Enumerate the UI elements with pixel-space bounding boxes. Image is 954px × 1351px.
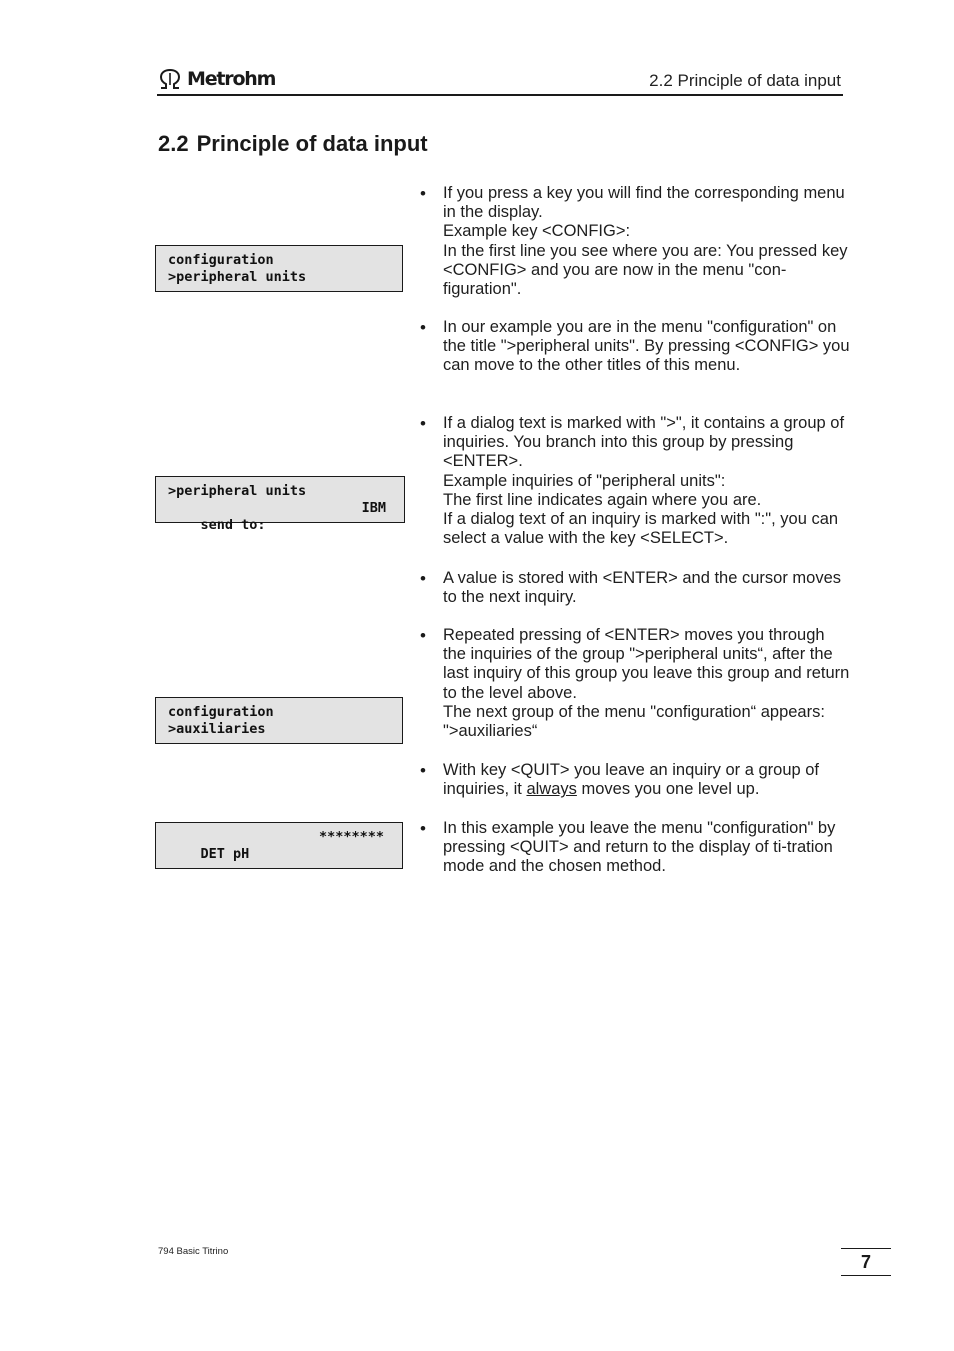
bullet-text: Example inquiries of "peripheral units":: [443, 471, 726, 490]
bullet-text: Repeated pressing of <ENTER> moves you through the inquiries of the group ">peripheral units“, after the last inquiry of this group you leave this group and return to the level above.: [443, 626, 850, 702]
bullet-text: If a dialog text is marked with ">", it contains a group of inquiries. You branch into this group by pressing <ENTER>.: [443, 414, 845, 471]
bullet-text: If you press a key you will find the corresponding menu in the display.: [443, 184, 845, 222]
display-det-ph: [155, 822, 403, 869]
bullet-text: With key <QUIT> you leave an inquiry or a group of inquiries, it always moves you one level up.: [443, 761, 820, 799]
bullet-text: The first line indicates again where you are.: [443, 490, 762, 509]
list-item: [420, 184, 850, 299]
footer-product-name: 794 Basic Titrino: [158, 1246, 229, 1257]
bullet-icon: •: [420, 569, 426, 588]
bullet-text: In this example you leave the menu "configuration" by pressing <QUIT> and return to the display of ti-tration mode and the chosen method.: [443, 819, 836, 876]
display-peripheral-send-to: [155, 476, 405, 533]
display-line-1: >peripheral units: [168, 483, 307, 499]
bullet-icon: •: [420, 184, 426, 203]
display-line-1: configuration: [168, 252, 274, 268]
display-config-auxiliaries: [155, 697, 403, 744]
list-item: [420, 414, 850, 548]
bullet-text: If a dialog text of an inquiry is marked with ":", you can select a value with the key <SELECT>.: [443, 510, 839, 548]
list-item: [420, 626, 850, 741]
bullet-text: A value is stored with <ENTER> and the cursor moves to the next inquiry.: [443, 569, 842, 607]
display-inquiry-label: send to:: [200, 517, 266, 533]
underlined-word: always: [526, 780, 577, 799]
bullet-icon: •: [420, 761, 426, 780]
list-item: [420, 569, 850, 607]
display-line-1: [168, 829, 384, 862]
list-item: [420, 761, 850, 799]
omega-logo-icon: [157, 68, 183, 90]
display-line-2: [168, 500, 386, 533]
bullet-text: The next group of the menu "configuration“ appears: ">auxiliaries“: [443, 702, 825, 741]
display-line-2: >peripheral units: [168, 269, 307, 285]
display-line-2: [168, 846, 384, 863]
list-item: [420, 318, 850, 376]
display-mode-label: DET pH: [200, 846, 250, 862]
metrohm-logo: [157, 68, 275, 90]
header-section-ref: 2.2 Principle of data input: [649, 71, 841, 90]
display-line-2: >auxiliaries: [168, 721, 266, 737]
bullet-icon: •: [420, 318, 426, 337]
bullet-icon: •: [420, 819, 426, 838]
display-inquiry-value: IBM: [361, 500, 386, 516]
display-config-peripheral: [155, 245, 403, 292]
page-number-box: [841, 1248, 891, 1276]
logo-text: Metrohm: [187, 68, 276, 90]
bullet-text: In the first line you see where you are: You pressed key <CONFIG> and you are now in the menu "con-figuration".: [443, 241, 848, 299]
bullet-text: Example key <CONFIG>:: [443, 222, 631, 241]
display-line-1: configuration: [168, 704, 274, 720]
display-method-value: ********: [318, 829, 384, 845]
bullet-text: In our example you are in the menu "configuration" on the title ">peripheral units". By pressing <CONFIG> you can move to the other titles of this menu.: [443, 318, 850, 375]
bullet-icon: •: [420, 414, 426, 433]
bullet-icon: •: [420, 626, 426, 645]
section-title-text: Principle of data input: [196, 131, 428, 156]
section-title: [158, 131, 428, 157]
page-header: [157, 64, 843, 96]
list-item: [420, 819, 850, 877]
page-number: 7: [860, 1252, 871, 1272]
section-number: 2.2: [158, 131, 189, 156]
